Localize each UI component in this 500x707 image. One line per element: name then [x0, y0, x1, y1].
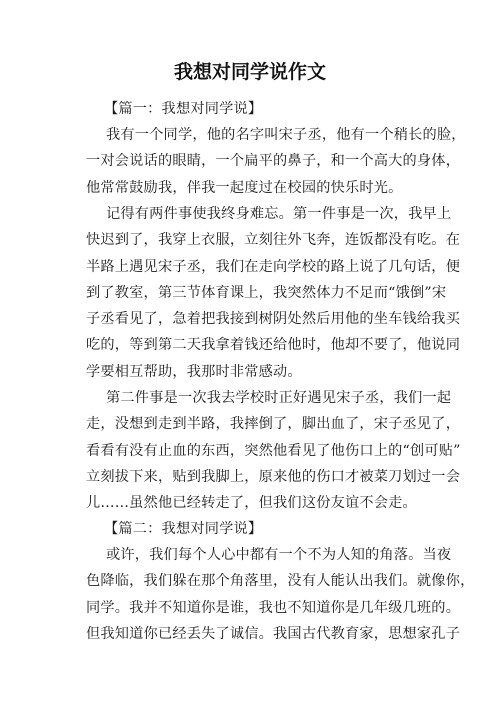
- paragraph-line: 半路上遇见宋子丞，我们在走向学校的路上说了几句话，便: [86, 258, 461, 275]
- section2-heading-block: [86, 516, 426, 542]
- paragraph-4: [86, 542, 475, 647]
- paragraph-1: [86, 122, 466, 201]
- paragraph-line: 走，没想到走到半路，我摔倒了，脚出血了，宋子丞见了，: [86, 416, 461, 433]
- paragraph-line: 或许，我们每个人心中都有一个不为人知的角落。当夜: [106, 547, 452, 563]
- paragraph-line: 儿……虽然他已经转走了，但我们这份友谊不会走。: [86, 495, 417, 512]
- paragraph-3: [86, 385, 461, 516]
- paragraph-line: 第二件事是一次我去学校时正好遇见宋子丞，我们一起: [106, 390, 452, 406]
- paragraph-line: 同学。我并不知道你是谁，我也不知道你是几年级几班的。: [86, 599, 461, 616]
- paragraph-2: [86, 201, 461, 385]
- paragraph-line: 色降临，我们躲在那个角落里，没有人能认出我们。就像你，: [86, 573, 475, 590]
- paragraph-line: 一对会说话的眼睛，一个扁平的鼻子，和一个高大的身体，: [86, 153, 461, 170]
- paragraph-line: 但我知道你已经丢失了诚信。我国古代教育家，思想家孔子: [86, 625, 461, 642]
- paragraph-line: 快迟到了，我穿上衣服，立刻往外飞奔，连饭都没有吃。在: [86, 232, 461, 249]
- paragraph-line: 我有一个同学，他的名字叫宋子丞，他有一个稍长的脸，: [106, 127, 466, 143]
- paragraph-line: 看看有没有止血的东西，突然他看见了他伤口上的“创可贴”: [86, 442, 461, 459]
- document-title: 我想对同学说作文: [173, 61, 326, 83]
- paragraph-line: 到了教室，第三节体育课上，我突然体力不足而“饿倒”宋: [86, 284, 447, 301]
- paragraph-line: 立刻拔下来，贴到我脚上，原来他的伤口才被菜刀划过一会: [86, 468, 461, 485]
- paragraph-line: 记得有两件事使我终身难忘。第一件事是一次，我早上: [106, 206, 452, 222]
- section1-heading: 【篇一：我想对同学说】: [104, 101, 263, 117]
- section2-heading: 【篇二：我想对同学说】: [104, 521, 263, 537]
- paragraph-line: 吃的，等到第二天我拿着钱还给他时，他却不要了，他说同: [86, 337, 461, 354]
- paragraph-line: 他常常鼓励我，伴我一起度过在校园的快乐时光。: [86, 179, 403, 196]
- paragraph-line: 学要相互帮助，我那时非常感动。: [86, 363, 302, 380]
- section1-heading-block: [86, 96, 426, 122]
- paragraph-line: 子丞看见了，急着把我接到树阴处然后用他的坐车钱给我买: [86, 311, 461, 328]
